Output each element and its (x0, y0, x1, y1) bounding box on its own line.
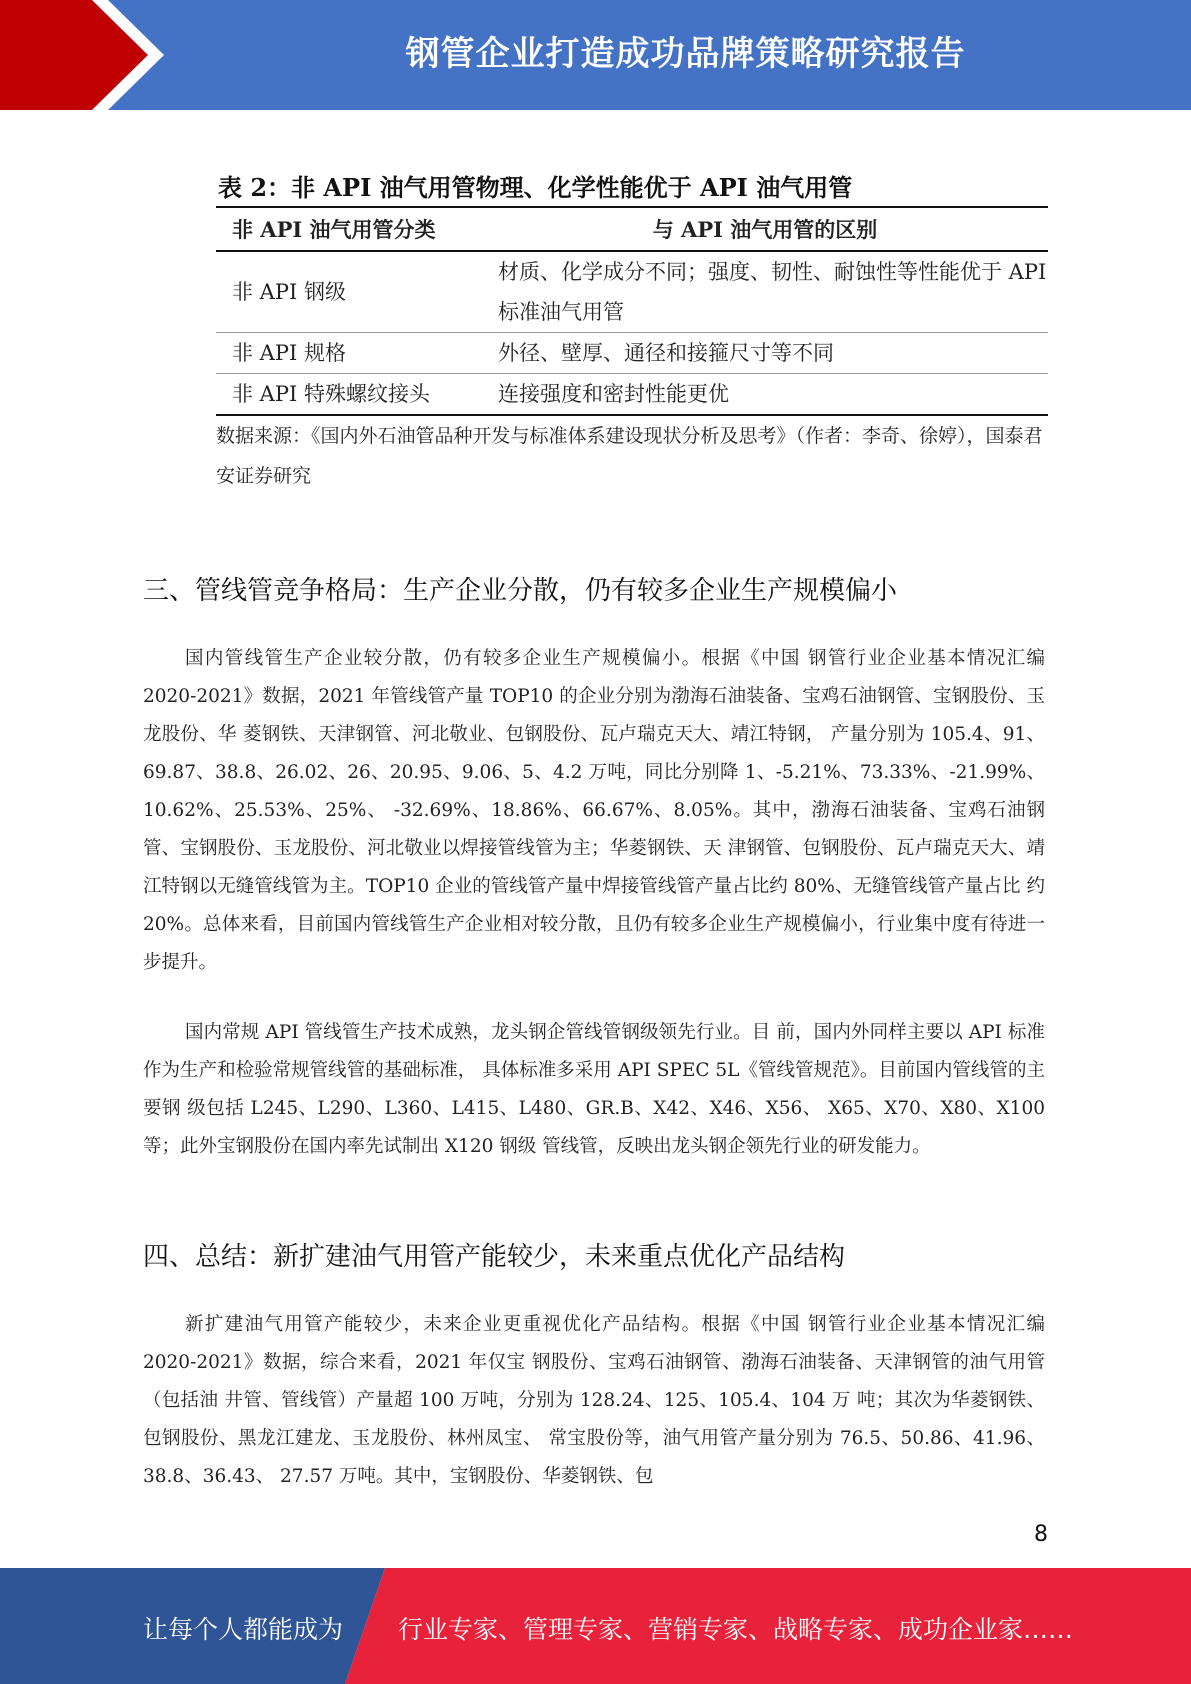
table-cell: 非 API 规格 (216, 333, 482, 374)
footer-slogan-right: 行业专家、管理专家、营销专家、战略专家、成功企业家…… (398, 1615, 1074, 1644)
body-paragraph: 国内管线管生产企业较分散，仍有较多企业生产规模偏小。根据《中国 钢管行业企业基本情况汇编 2020-2021》数据，2021 年管线管产量 TOP10 的企业分别为渤海石油装备、宝鸡石油钢管、宝钢股份、玉龙股份、华 菱钢铁、天津钢管、河北敬业、包钢股份、瓦卢瑞克天大、靖江特钢， 产量分别为 105.4、91、69.87、38.8、26.02、26、20.95、9.06、5、4.2 万吨，同比分别降 1、-5.21%、73.33%、-21.99%、10.62%、25.53%、25%、 -32.69%、18.86%、66.67%、8.05%。其中，渤海石油装备、宝鸡石油钢 管、宝钢股份、玉龙股份、河北敬业以焊接管线管为主；华菱钢铁、天 津钢管、包钢股份、瓦卢瑞克天大、靖江特钢以无缝管线管为主。TOP10 企业的管线管产量中焊接管线管产量占比约 80%、无缝管线管产量占比 约 20%。总体来看，目前国内管线管生产企业相对较分散，且仍有较多企业生产规模偏小，行业集中度有待进一步提升。 (143, 648, 1045, 973)
page-number: 8 (1034, 1522, 1048, 1547)
section-title: 三、管线管竞争格局：生产企业分散，仍有较多企业生产规模偏小 (143, 576, 898, 606)
header-title: 钢管企业打造成功品牌策略研究报告 (405, 34, 966, 74)
footer-slogan-left: 让每个人都能成为 (143, 1615, 344, 1644)
table-header-category: 非 API 油气用管分类 (216, 207, 482, 251)
comparison-table (216, 206, 1048, 416)
table-cell: 非 API 钢级 (216, 251, 482, 333)
page-footer (0, 1568, 1191, 1684)
table-cell: 外径、壁厚、通径和接箍尺寸等不同 (482, 333, 1048, 374)
table-cell: 非 API 特殊螺纹接头 (216, 374, 482, 416)
page-header (0, 0, 1191, 110)
table-row (216, 374, 1048, 416)
body-paragraph: 新扩建油气用管产能较少，未来企业更重视优化产品结构。根据《中国 钢管行业企业基本情况汇编 2020-2021》数据，综合来看，2021 年仅宝 钢股份、宝鸡石油钢管、渤海石油装备、天津钢管的油气用管（包括油 井管、管线管）产量超 100 万吨，分别为 128.24、125、105.4、104 万 吨；其次为华菱钢铁、包钢股份、黑龙江建龙、玉龙股份、林州凤宝、 常宝股份等，油气用管产量分别为 76.5、50.86、41.96、38.8、36.43、 27.57 万吨。其中，宝钢股份、华菱钢铁、包 (143, 1314, 1045, 1487)
body-paragraph: 国内常规 API 管线管生产技术成熟，龙头钢企管线管钢级领先行业。目 前，国内外同样主要以 API 标准作为生产和检验常规管线管的基础标准， 具体标准多采用 API SPEC 5L《管线管规范》。目前国内管线管的主要钢 级包括 L245、L290、L360、L415、L480、GR.B、X42、X46、X56、 X65、X70、X80、X100 等；此外宝钢股份在国内率先试制出 X120 钢级 管线管，反映出龙头钢企领先行业的研发能力。 (143, 1022, 1045, 1157)
table-source-note: 数据来源：《国内外石油管品种开发与标准体系建设现状分析及思考》（作者：李奇、徐婷），国泰君安证券研究 (216, 425, 1043, 487)
table-caption: 表 2：非 API 油气用管物理、化学性能优于 API 油气用管 (218, 173, 853, 202)
table-row (216, 251, 1048, 333)
table-row (216, 333, 1048, 374)
table-header-row (216, 207, 1048, 251)
comparison-table-block (216, 170, 1048, 496)
table-cell: 材质、化学成分不同；强度、韧性、耐蚀性等性能优于 API 标准油气用管 (482, 251, 1048, 333)
table-header-difference: 与 API 油气用管的区别 (482, 207, 1048, 251)
section-title: 四、总结：新扩建油气用管产能较少，未来重点优化产品结构 (143, 1242, 846, 1272)
table-cell: 连接强度和密封性能更优 (482, 374, 1048, 416)
